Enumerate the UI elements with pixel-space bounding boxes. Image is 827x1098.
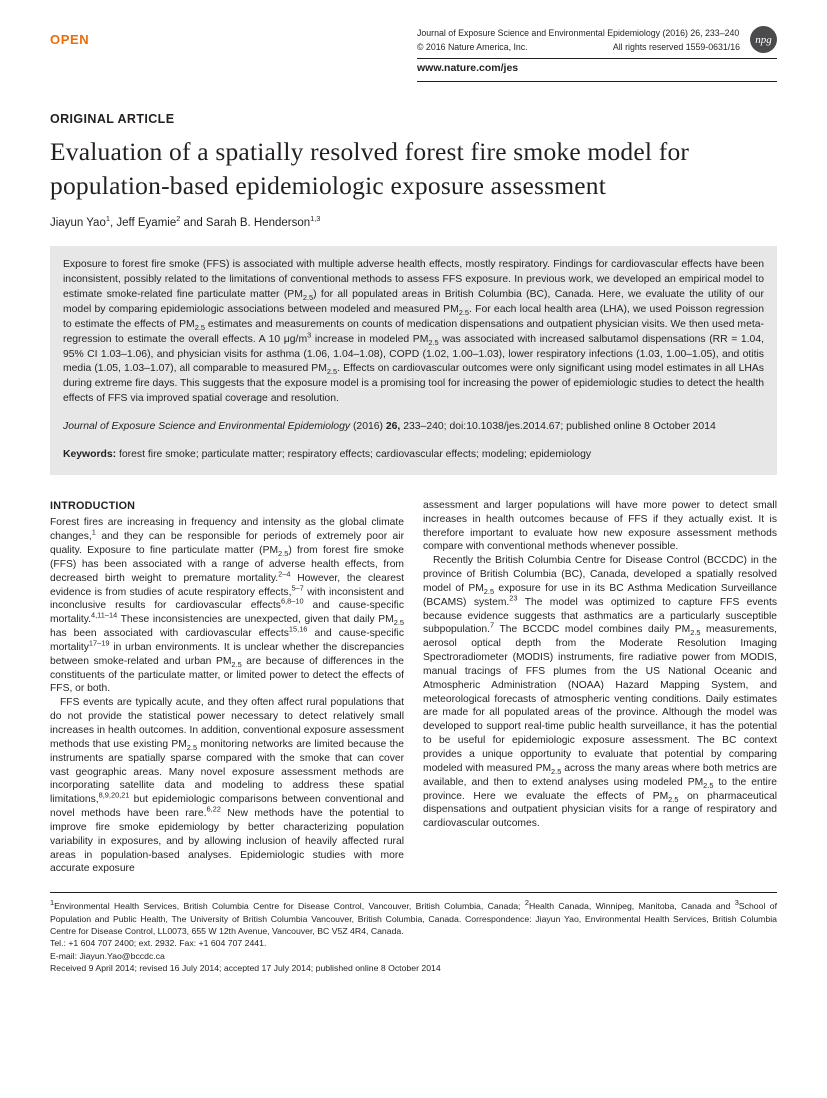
article-title: Evaluation of a spatially resolved forest fire smoke model for population-based epidemiologic exposure assessment	[50, 137, 690, 200]
masthead-right	[417, 26, 777, 82]
journal-website-link[interactable]: www.nature.com/jes	[417, 62, 519, 74]
author-list: Jiayun Yao$^1$, Jeff Eyamie$^2$ and Sarah B. Henderson$^{1,3}$	[50, 214, 321, 230]
body-paragraph: Recently the British Columbia Centre for Disease Control (BCCDC) in the province of British Columbia (BC), Canada, developed a spatially resolved model of $PM_{2.5}$ exposure for use in its BC Asthma Medication Surveillance (BCAMS) system.$^{23}$ The model was optimized to capture FFS events because evidence suggests that asthmatics are a particularly susceptible subpopulation.$^7$ The BCCDC model combines daily $PM_{2.5}$ measurements, aerosol optical depth from the Moderate Resolution Imaging Spectroradiometer (MODIS) instruments, fire radiative power from MODIS, manual tracings of FFS plumes from the US National Oceanic and Atmospheric Administration (NOAA) Hazard Mapping System, and meteorological forecasts of atmospheric venting conditions. Daily estimates are made for all populated areas of the province. Although the model was developed to support real-time public health surveillance, it has the potential to be useful for epidemiologic exposure assessment. The BC context provides a unique opportunity to evaluate that potential by comparing modeled with measured $PM_{2.5}$ across the many areas where both metrics are available, and then to extend analyses using modeled $PM_{2.5}$ to the entire province. Here we evaluate the effects of $PM_{2.5}$ on pharmaceutical dispensations and outpatient physician visits for a range of respiratory and cardiovascular outcomes.	[423, 555, 777, 830]
masthead-citation-block	[417, 26, 777, 53]
body-paragraph: Forest fires are increasing in frequency and intensity as the global climate changes,$^1$ and they can be responsible for periods of extremely poor air quality. Exposure to fine particulate matter $(PM_{2.5})$ from forest fire smoke (FFS) has been associated with a range of adverse health effects, from decreased birth weight to premature mortality.$^{2-4}$ However, the clearest evidence is from studies of acute respiratory effects,$^{5-7}$ with inconsistent and inconclusive results for cardiovascular effects$^{6,8-10}$ and cause-specific mortality.$^{4,11-14}$ These inconsistencies are unexpected, given that daily $PM_{2.5}$ has been associated with cardiovascular effects$^{15,16}$ and cause-specific mortality$^{17-19}$ in urban environments. It is unclear whether the discrepancies between smoke-related and urban $PM_{2.5}$ are because of differences in the constituents of the particulate matter, or limited power to detect the effects of FFS, or both.	[50, 517, 405, 695]
journal-citation-line: Journal of Exposure Science and Environmental Epidemiology (2016) 26, 233–240	[417, 28, 740, 38]
keywords-list: forest fire smoke; particulate matter; respiratory effects; cardiovascular effects; modeling; epidemiology	[119, 448, 592, 460]
received-line: Received 9 April 2014; revised 16 July 2014; accepted 17 July 2014; published online 8 October 2014	[50, 962, 441, 973]
copyright-text: © 2016 Nature America, Inc.	[417, 42, 528, 52]
footnotes-block	[50, 892, 777, 974]
npg-logo	[750, 26, 777, 53]
open-access-label: OPEN	[50, 32, 90, 47]
left-column	[50, 499, 404, 876]
telephone-line: Tel.: +1 604 707 2400; ext. 2932. Fax: +1 604 707 2441.	[50, 938, 267, 949]
article-body	[50, 499, 777, 876]
keywords-label: Keywords:	[63, 448, 117, 460]
abstract-citation-line: Journal of Exposure Science and Environmental Epidemiology (2016) 26, 233–240; doi:10.1038/jes.2014.67; published online 8 October 2014	[63, 421, 716, 433]
header-rule-bottom	[417, 81, 777, 82]
body-paragraph: FFS events are typically acute, and they often affect rural populations that do not provide the statistical power necessary to detect relatively small increases in health outcomes. In addition, conventional exposure assessment methods that use existing $PM_{2.5}$ monitoring networks are limited because the instruments are spatially sparse compared with the smoke that can cover vast geographic areas. Many novel exposure assessment methods are incorporating satellite data and modeling to address these spatial limitations,$^{8,9,20,21}$ but epidemiologic comparisons between conventional and novel methods have been rare.$^{6,22}$ New methods have the potential to improve fire smoke epidemiology by better characterizing population variability in exposures, and by allowing inclusion of heavily affected rural areas in population-based analyses. Epidemiologic studies with more accurate exposure	[50, 697, 404, 875]
npg-logo-text: npg	[755, 33, 772, 46]
copyright-line	[417, 42, 740, 52]
introduction-heading: INTRODUCTION	[50, 499, 136, 512]
masthead-text-lines	[417, 26, 740, 52]
masthead	[50, 26, 777, 82]
keywords-line	[63, 448, 764, 463]
article-type-label: ORIGINAL ARTICLE	[50, 112, 175, 126]
affiliations-text: $^1$Environmental Health Services, British Columbia Centre for Disease Control, Vancouver, British Columbia, Canada; $^2$Health Canada, Winnipeg, Manitoba, Canada and $^3$School of Population and Public Health, The University of British Columbia Vancouver, British Columbia, Canada. Correspondence: Jiayun Yao, Environmental Health Services, British Columbia Centre for Disease Control, LL0073, 655 W 12th Avenue, Vancouver, BC V5Z 4R4, Canada.	[50, 898, 777, 936]
email-link[interactable]: Jiayun.Yao@bccdc.ca	[79, 950, 165, 961]
email-label: E-mail:	[50, 950, 78, 961]
right-column	[423, 499, 777, 876]
rights-reserved-text: All rights reserved 1559-0631/16	[612, 42, 740, 52]
abstract-text: Exposure to forest fire smoke (FFS) is associated with multiple adverse health effects, mostly respiratory. Findings for cardiovascular effects have been inconsistent, possibly related to the limitations of conventional methods to assess FFS exposure. In previous work, we developed an empirical model to estimate smoke-related fine particulate matter $(PM_{2.5})$ for all populated areas in British Columbia (BC), Canada. Here, we evaluate the utility of our model by comparing epidemiologic associations between modeled and measured $PM_{2.5}$. For each local health area (LHA), we used Poisson regression to estimate the effects of $PM_{2.5}$ estimates and measurements on counts of medication dispensations and outpatient physician visits. We then used meta-regression to estimate the overall effects. A 10 $\mu g/m^3$ increase in modeled $PM_{2.5}$ was associated with increased salbutamol dispensations (RR = 1.04, 95% CI 1.03–1.06), and physician visits for asthma (1.06, 1.04–1.08), COPD (1.02, 1.00–1.03), lower respiratory infections (1.03, 1.00–1.05), and otitis media (1.05, 1.03–1.07), all comparable to measured $PM_{2.5}$. Effects on cardiovascular outcomes were only significant using model estimates in all LHAs during extreme fire days. This suggests that the exposure model is a promising tool for increasing the power of epidemiologic studies to detect the health effects of FFS via improved spatial coverage and resolution.	[63, 259, 765, 405]
abstract-box	[50, 246, 777, 475]
email-line	[50, 950, 777, 962]
body-paragraph: assessment and larger populations will have more power to detect small increases in health outcomes because of FFS if they actually exist. It is therefore important to evaluate how new exposure assessment methods compare with conventional methods whenever possible.	[423, 499, 777, 553]
